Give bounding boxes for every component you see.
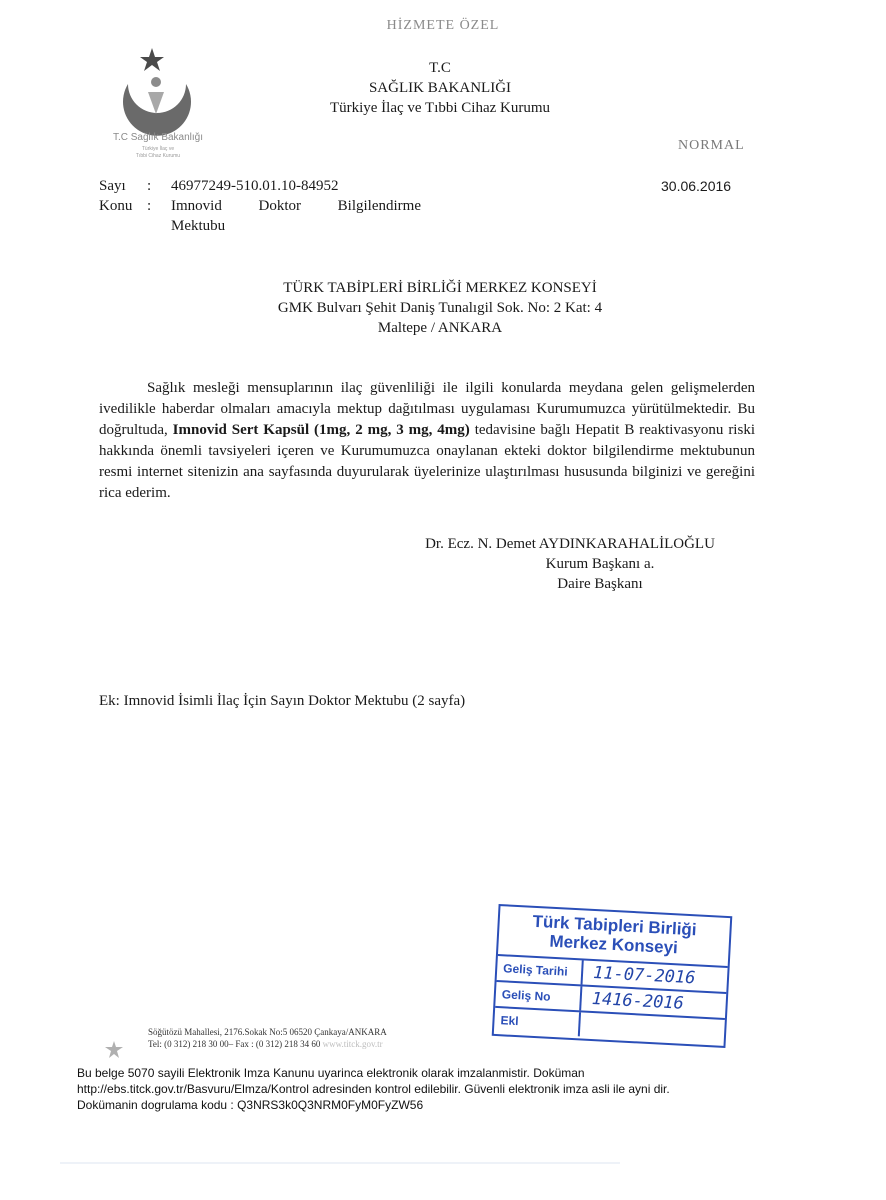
logo-caption-2: Türkiye İlaç ve <box>141 146 175 152</box>
subject-word: Bilgilendirme <box>337 198 421 214</box>
header-agency: Türkiye İlaç ve Tıbbi Cihaz Kurumu <box>329 100 551 116</box>
letterhead <box>290 58 590 118</box>
footer-phone: Tel: (0 312) 218 30 00– Fax : (0 312) 218 34 60 www.titck.gov.tr <box>148 1039 383 1049</box>
stamp-label: Ekl <box>494 1008 581 1036</box>
recipient-name: TÜRK TABİPLERİ BİRLİĞİ MERKEZ KONSEYİ <box>283 280 597 296</box>
footer-street: Söğütözü Mahallesi, 2176.Sokak No:5 06520 Çankaya/ANKARA <box>148 1027 387 1037</box>
footer-website: www.titck.gov.tr <box>322 1039 383 1049</box>
classification-mark: HİZMETE ÖZEL <box>386 18 500 33</box>
recipient-block <box>180 278 700 338</box>
body-text-part2: tedavisine bağlı Hepatit B reaktivasyonu riski hakkında önemli tavsiyeleri içeren ve Kurumumuzca onaylanan ekteki doktor bilgilendirme mektubunun resmi internet sitenizin ana sayfasında duyurularak üyelerinize ulaştırılması hususunda bilginizi ve gereğini rica ederim. <box>99 422 755 501</box>
scan-artifact-line <box>60 1162 620 1164</box>
number-value: 46977249-510.01.10-84952 <box>171 178 339 194</box>
header-ministry: SAĞLIK BAKANLIĞI <box>368 80 512 96</box>
subject-word: Doktor <box>258 198 301 214</box>
letter-body <box>99 378 755 504</box>
footer-address <box>148 1026 387 1050</box>
body-drug-name: Imnovid Sert Kapsül (1mg, 2 mg, 3 mg, 4mg) <box>172 422 470 438</box>
signatory-title: Kurum Başkanı a. <box>545 556 655 572</box>
subject-label: Konu <box>99 198 133 214</box>
signature-block <box>380 534 760 594</box>
stamp-handwritten-value: 11-07-2016 <box>592 963 696 989</box>
recipient-city: Maltepe / ANKARA <box>377 320 503 336</box>
number-separator: : <box>147 178 152 194</box>
document-meta <box>99 176 441 236</box>
number-label: Sayı <box>99 178 126 194</box>
ministry-of-health-logo <box>98 44 218 164</box>
e-signature-notice <box>77 1065 777 1113</box>
logo-caption: T.C Sağlık Bakanlığı <box>112 132 204 143</box>
stamp-label: Geliş No <box>495 982 582 1010</box>
signatory-name: Dr. Ecz. N. Demet AYDINKARAHALİLOĞLU <box>425 536 715 552</box>
logo-caption-3: Tıbbi Cihaz Kurumu <box>135 153 181 159</box>
stamp-title-line2: Merkez Konseyi <box>548 931 679 958</box>
received-stamp <box>492 904 733 1048</box>
recipient-address: GMK Bulvarı Şehit Daniş Tunalıgil Sok. No: 2 Kat: 4 <box>277 300 603 316</box>
subject-continuation: Mektubu <box>171 218 226 234</box>
body-text-part1: Sağlık mesleği mensuplarının ilaç güvenliliği ile ilgili konularda meydana gelen gelişmelerden ivedilikle haberdar olmaları amacıyla mektup dağıtılması uygulaması Kurumumuzca yürütülmektedir. Bu doğrultuda, <box>99 380 755 438</box>
priority-mark: NORMAL <box>678 138 745 153</box>
subject-separator: : <box>147 198 152 214</box>
star-icon <box>140 48 164 71</box>
signatory-department: Daire Başkanı <box>557 576 643 592</box>
stamp-title-line1: Türk Tabipleri Birliği <box>532 911 698 940</box>
subject-word: Imnovid <box>171 198 222 214</box>
subject-value <box>171 196 421 216</box>
esign-verification-code: Dokümanin dogrulama kodu : Q3NRS3k0Q3NRM0FyM0FyZW56 <box>77 1098 424 1112</box>
stamp-handwritten-value: 1416-2016 <box>591 988 685 1014</box>
document-date: 30.06.2016 <box>661 178 732 194</box>
star-icon <box>104 1040 124 1060</box>
esign-line2: http://ebs.titck.gov.tr/Basvuru/Elmza/Kontrol adresinden kontrol edilebilir. Güvenli elektronik imza asli ile ayni dir. <box>77 1082 670 1096</box>
attachment-note: Ek: Imnovid İsimli İlaç İçin Sayın Doktor Mektubu (2 sayfa) <box>99 693 466 709</box>
header-tc: T.C <box>429 60 451 76</box>
stamp-label: Geliş Tarihi <box>497 956 584 984</box>
esign-line1: Bu belge 5070 sayili Elektronik Imza Kanunu uyarinca elektronik olarak imzalanmistir. Doküman <box>77 1066 585 1080</box>
